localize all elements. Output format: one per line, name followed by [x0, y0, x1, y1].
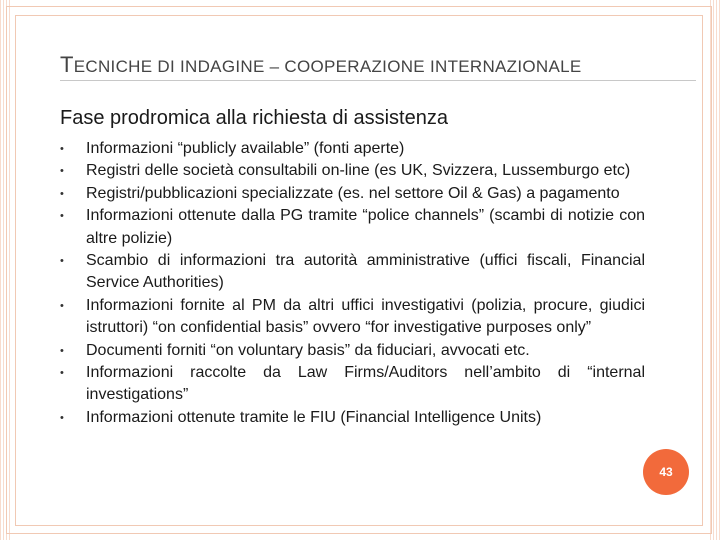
page-number-badge — [643, 449, 689, 495]
list-item — [60, 138, 645, 160]
list-item — [60, 295, 645, 340]
bullet-icon: • — [60, 367, 64, 380]
list-item — [60, 250, 645, 295]
list-item-text: Informazioni raccolte da Law Firms/Auditors nell’ambito di “internal investigations” — [86, 364, 645, 404]
slide-title-rest: ECNICHE DI INDAGINE – COOPERAZIONE INTERNAZIONALE — [73, 57, 582, 76]
bullet-icon: • — [60, 255, 64, 268]
slide-title-initial: T — [60, 52, 74, 77]
list-item-text: Informazioni fornite al PM da altri uffici investigativi (polizia, procure, giudici istruttori) “on confidential basis” ovvero “for investigative purposes only” — [86, 296, 645, 337]
list-item-text: Registri delle società consultabili on-line (es UK, Svizzera, Lussemburgo etc) — [86, 162, 631, 180]
bullet-icon: • — [60, 143, 64, 155]
list-item — [60, 205, 645, 250]
slide-subtitle: Fase prodromica alla richiesta di assistenza — [60, 107, 448, 129]
list-item — [60, 183, 645, 205]
bullet-icon: • — [60, 299, 64, 312]
list-item — [60, 407, 645, 429]
list-item — [60, 340, 645, 362]
list-item — [60, 362, 645, 407]
title-divider — [60, 80, 696, 81]
bullet-icon: • — [60, 411, 64, 424]
list-item-text: Informazioni ottenute tramite le FIU (Financial Intelligence Units) — [86, 408, 542, 426]
list-item-text: Documenti forniti “on voluntary basis” da fiduciari, avvocati etc. — [86, 341, 530, 359]
list-item-text: Informazioni “publicly available” (fonti aperte) — [86, 140, 405, 157]
bullet-icon: • — [60, 187, 64, 200]
bullet-list — [60, 138, 645, 429]
list-item-text: Scambio di informazioni tra autorità amministrative (uffici fiscali, Financial Service Authorities) — [86, 252, 645, 292]
bullet-icon: • — [60, 210, 64, 223]
list-item-text: Registri/pubblicazioni specializzate (es. nel settore Oil & Gas) a pagamento — [86, 184, 620, 202]
page-number: 43 — [659, 465, 673, 479]
bullet-icon: • — [60, 344, 64, 357]
list-item-text: Informazioni ottenute dalla PG tramite “police channels” (scambi di notizie con altre polizie) — [86, 207, 645, 247]
bullet-icon: • — [60, 165, 64, 178]
slide-title — [60, 52, 700, 78]
list-item — [60, 160, 645, 182]
